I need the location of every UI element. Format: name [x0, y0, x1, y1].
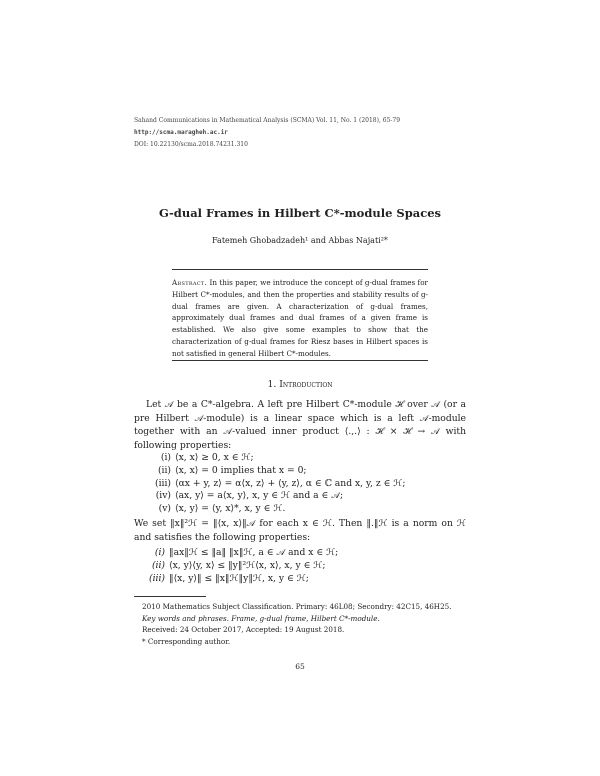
abstract-top-rule: [172, 269, 428, 270]
journal-url[interactable]: http://scma.maragheh.ac.ir: [134, 129, 228, 136]
list-item: [134, 478, 466, 491]
corresponding-footnote: * Corresponding author.: [142, 636, 231, 646]
norm-properties-list: [134, 547, 466, 585]
list-item: [134, 560, 466, 573]
item-text: ⟨x, x⟩ ≥ 0, x ∈ ℋ;: [175, 452, 254, 463]
list-item: [134, 452, 466, 465]
section-heading: [0, 379, 600, 390]
abstract-text: In this paper, we introduce the concept of g-dual frames for Hilbert C*-modules, and then the properties and stability results of g-dual frames are given. A characterization of g-dual frames, approximately dual frames and dual frames of a given frame is established. We also give some examples to show that the characterization of g-dual frames for Riesz bases in Hilbert spaces is not satisfied in general Hilbert C*-modules.: [172, 278, 428, 358]
list-item: [134, 465, 466, 478]
received-footnote: Received: 24 October 2017, Accepted: 19 August 2018.: [142, 625, 345, 634]
item-text: ⟨x, y⟩⟨y, x⟩ ≤ ‖y‖²ℋ⟨x, x⟩, x, y ∈ ℋ;: [169, 559, 326, 571]
item-text: ⟨x, x⟩ = 0 implies that x = 0;: [175, 464, 307, 476]
journal-header: Sahand Communications in Mathematical Analysis (SCMA) Vol. 11, No. 1 (2018), 65-79: [134, 117, 401, 124]
properties-list: [134, 452, 466, 516]
list-item: [134, 490, 466, 503]
section-number: 1.: [267, 379, 277, 390]
item-label: (iii): [149, 572, 165, 584]
footnotes: [134, 601, 466, 647]
abstract-label: Abstract.: [172, 278, 208, 287]
item-label: (iv): [155, 490, 171, 502]
item-text: ⟨x, y⟩ = ⟨y, x⟩*, x, y ∈ ℋ.: [175, 503, 286, 515]
item-label: (ii): [157, 464, 171, 476]
msc-footnote: 2010 Mathematics Subject Classification. Primary: 46L08; Secondry: 42C15, 46H25.: [142, 602, 452, 611]
intro-paragraph: Let 𝒜 be a C*-algebra. A left pre Hilbert C*-module ℋ over 𝒜 (or a pre Hilbert 𝒜-module) is a linear space which is a left 𝒜-module together with an 𝒜-valued inner product ⟨.,.⟩ : ℋ × ℋ → 𝒜 with following properties:: [134, 399, 466, 451]
item-label: (v): [158, 503, 171, 515]
list-item: [134, 547, 466, 560]
norm-paragraph: We set ‖x‖²ℋ = ‖⟨x, x⟩‖𝒜 for each x ∈ ℋ. Then ‖.‖ℋ is a norm on ℋ and satisfies the following properties:: [134, 518, 466, 543]
list-item: [134, 503, 466, 516]
item-label: (i): [154, 547, 165, 558]
doi[interactable]: DOI: 10.22130/scma.2018.74231.310: [134, 141, 248, 148]
page-number: 65: [295, 662, 305, 671]
section-title: Introduction: [279, 379, 333, 390]
item-label: (iii): [155, 477, 171, 489]
item-label: (i): [160, 452, 171, 463]
abstract-bottom-rule: [172, 360, 428, 361]
item-text: ⟨αx + y, z⟩ = α⟨x, z⟩ + ⟨y, z⟩, α ∈ ℂ and x, y, z ∈ ℋ;: [175, 477, 406, 489]
item-text: ‖ax‖ℋ ≤ ‖a‖ ‖x‖ℋ, a ∈ 𝒜 and x ∈ ℋ;: [169, 547, 339, 558]
abstract: [172, 277, 428, 360]
paper-title: G-dual Frames in Hilbert C*-module Spaces: [159, 206, 441, 220]
keywords-footnote: Key words and phrases. Frame, g-dual frame, Hilbert C*-module.: [142, 613, 380, 623]
footnote-rule: [134, 596, 206, 597]
list-item: [134, 573, 466, 586]
item-text: ‖⟨x, y⟩‖ ≤ ‖x‖ℋ‖y‖ℋ, x, y ∈ ℋ;: [169, 572, 309, 584]
authors: Fatemeh Ghobadzadeh¹ and Abbas Najati²*: [212, 236, 388, 245]
item-label: (ii): [151, 559, 165, 571]
item-text: ⟨ax, y⟩ = a⟨x, y⟩, x, y ∈ ℋ and a ∈ 𝒜;: [175, 490, 344, 502]
